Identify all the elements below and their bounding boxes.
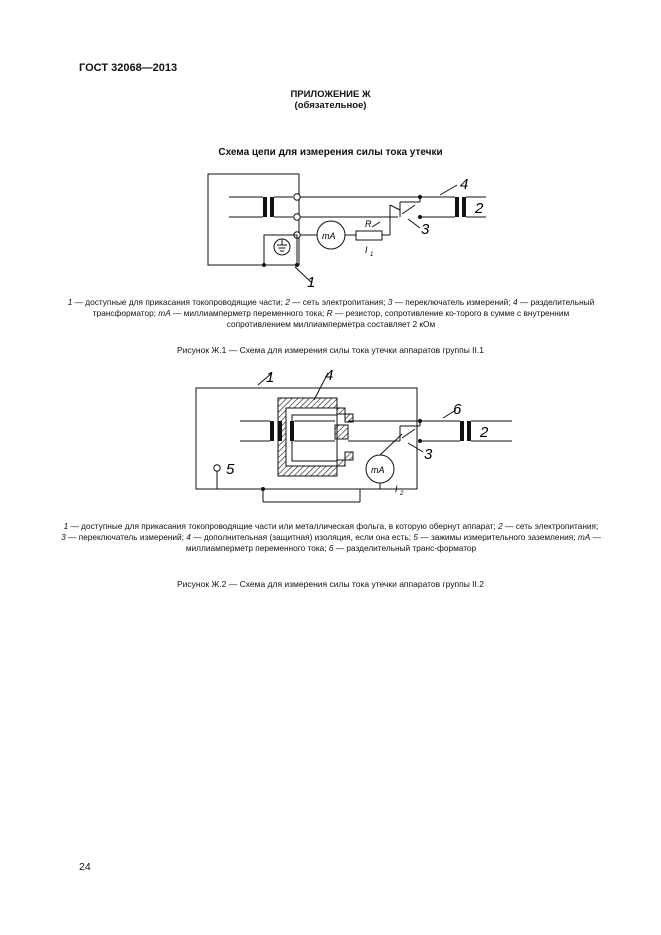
fig1-label-2: 2 — [475, 200, 484, 217]
appendix-subtitle: (обязательное) — [294, 100, 367, 111]
fig1-label-3: 3 — [421, 221, 430, 238]
figure2-legend: 1 — доступные для прикасания токопроводящие части или металлическая фольга, в которую обернут аппарат; 2 — сеть электропитания; 3 — переключатель измерений; 4 — дополнительная (защитная) изоляция, если она есть; 5 — зажимы измерительного заземления; mA — миллиамперметр переменного тока; 6 — разделительный транс-форматор — [61, 521, 601, 553]
fig1-label-mA: mA — [322, 231, 336, 241]
fig2-label-I: I — [395, 484, 398, 494]
fig2-label-5: 5 — [226, 461, 235, 478]
scheme-title: Схема цепи для измерения силы тока утечки — [218, 147, 443, 158]
fig2-label-3: 3 — [424, 446, 433, 463]
fig1-label-1: 1 — [307, 274, 316, 291]
fig1-label-I-sub: 1 — [370, 252, 374, 258]
fig2-label-mA: mA — [371, 465, 385, 475]
fig2-label-1: 1 — [266, 369, 275, 386]
figure1-caption: Рисунок Ж.1 — Схема для измерения силы тока утечки аппаратов группы II.1 — [177, 345, 484, 355]
fig1-label-R: R — [365, 219, 372, 229]
page-number: 24 — [79, 861, 91, 873]
figure1-legend: 1 — доступные для прикасания токопроводящие части; 2 — сеть электропитания; 3 — переключатель измерений; 4 — разделительный трансформатор; mA — миллиамперметр переменного тока; R — резистор, сопротивление ко-торого в сумме с внутренним сопротивлением миллиамперметра составляет 2 кОм — [67, 297, 595, 329]
fig2-label-2: 2 — [480, 424, 489, 441]
fig1-label-4: 4 — [460, 176, 469, 193]
document-header: ГОСТ 32068—2013 — [79, 62, 178, 74]
fig2-label-I-sub: 2 — [400, 491, 404, 497]
appendix-title: ПРИЛОЖЕНИЕ Ж — [290, 89, 371, 100]
fig2-label-4: 4 — [325, 367, 334, 384]
fig2-label-6: 6 — [453, 401, 462, 418]
figure2-caption: Рисунок Ж.2 — Схема для измерения силы тока утечки аппаратов группы II.2 — [177, 579, 484, 589]
fig1-label-I: I — [365, 245, 368, 255]
